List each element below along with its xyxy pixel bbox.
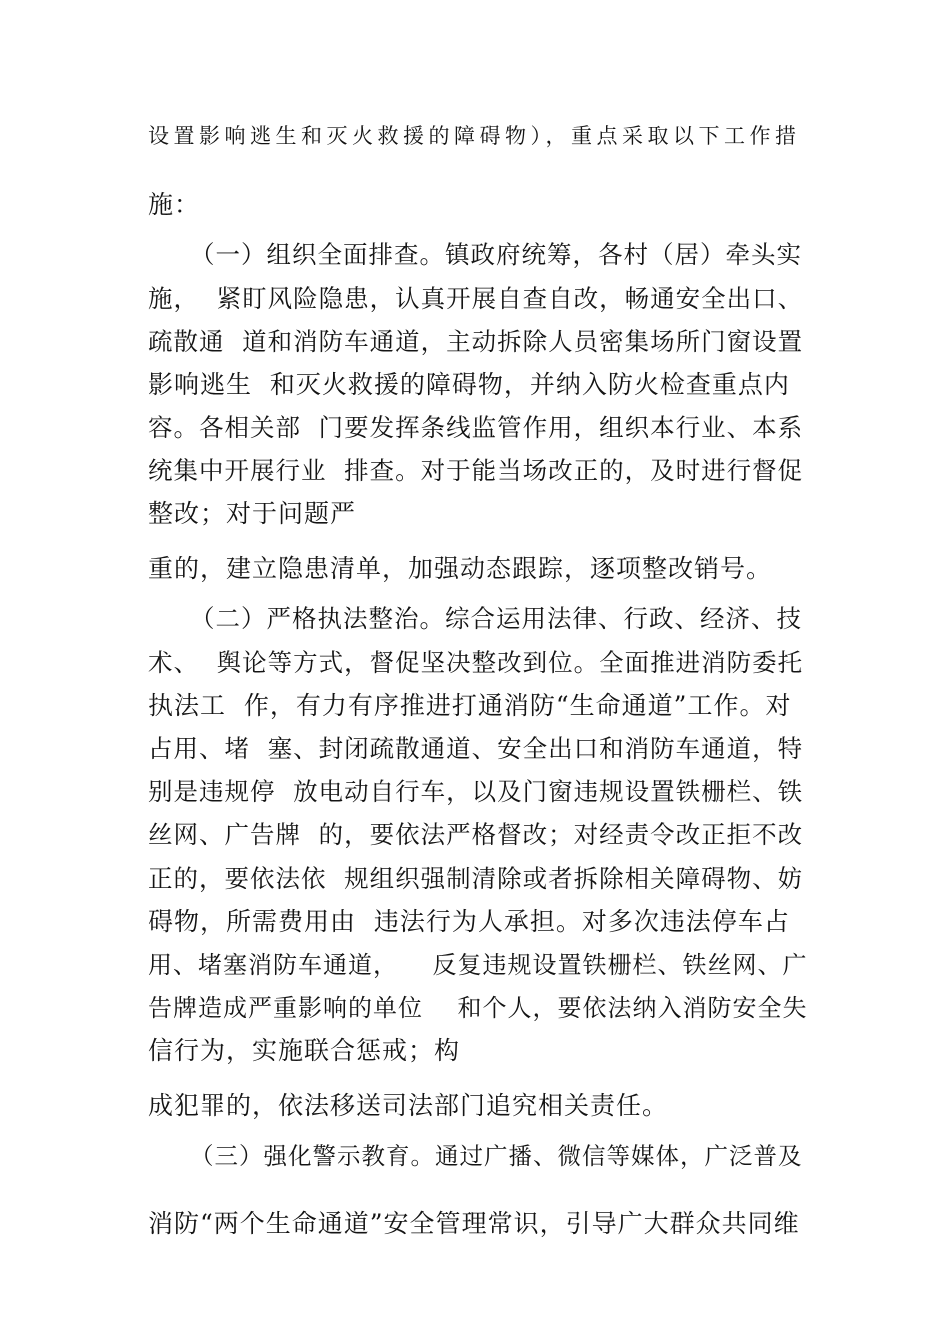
text-line: 成犯罪的，依法移送司法部门追究相关责任。 <box>148 1091 669 1120</box>
text-line: 施， 紧盯风险隐患，认真开展自查自改，畅通安全出口、 <box>148 284 804 313</box>
text-line: 信行为，实施联合惩戒；构 <box>148 1036 461 1065</box>
text-line: 执法工 作，有力有序推进打通消防“生命通道”工作。对 <box>148 691 792 720</box>
text-line: 影响逃生 和灭火救援的障碍物，并纳入防火检查重点内 <box>148 370 790 399</box>
text-line: 别是违规停 放电动自行车，以及门窗违规设置铁栅栏、铁 <box>148 777 804 806</box>
text-line: 告牌造成严重影响的单位 和个人，要依法纳入消防安全失 <box>148 994 808 1022</box>
text-line: 正的，要依法依 规组织强制清除或者拆除相关障碍物、妨 <box>148 864 804 893</box>
text-line: 占用、堵 塞、封闭疏散通道、安全出口和消防车通道，特 <box>148 734 804 763</box>
text-line: 容。各相关部 门要发挥条线监管作用，组织本行业、本系 <box>148 413 804 442</box>
text-line: 用、堵塞消防车通道， 反复违规设置铁栅栏、铁丝网、广 <box>148 951 808 979</box>
text-line: 疏散通 道和消防车通道，主动拆除人员密集场所门窗设置 <box>148 327 804 356</box>
text-line: 设置影响逃生和灭火救援的障碍物），重点采取以下工作措 <box>148 124 801 148</box>
text-line: 碍物，所需费用由 违法行为人承担。对多次违法停车占 <box>148 907 790 936</box>
text-line: 丝网、广告牌 的，要依法严格督改；对经责令改正拒不改 <box>148 820 804 849</box>
paragraph-3-heading: （三）强化警示教育。通过广播、微信等媒体，广泛普及 <box>190 1142 803 1170</box>
text-line: 整改；对于问题严 <box>148 499 357 528</box>
text-line: 施： <box>148 190 201 219</box>
text-line: 重的，建立隐患清单，加强动态跟踪，逐项整改销号。 <box>148 554 773 583</box>
text-line: 消防“两个生命通道”安全管理常识，引导广大群众共同维 <box>148 1209 800 1238</box>
text-line: 术、 舆论等方式，督促坚决整改到位。全面推进消防委托 <box>148 648 804 677</box>
text-line: 统集中开展行业 排查。对于能当场改正的，及时进行督促 <box>148 456 804 485</box>
paragraph-2-heading: （二）严格执法整治。综合运用法律、行政、经济、技 <box>190 604 802 633</box>
paragraph-1-heading: （一）组织全面排查。镇政府统筹，各村（居）牵头实 <box>190 240 802 269</box>
